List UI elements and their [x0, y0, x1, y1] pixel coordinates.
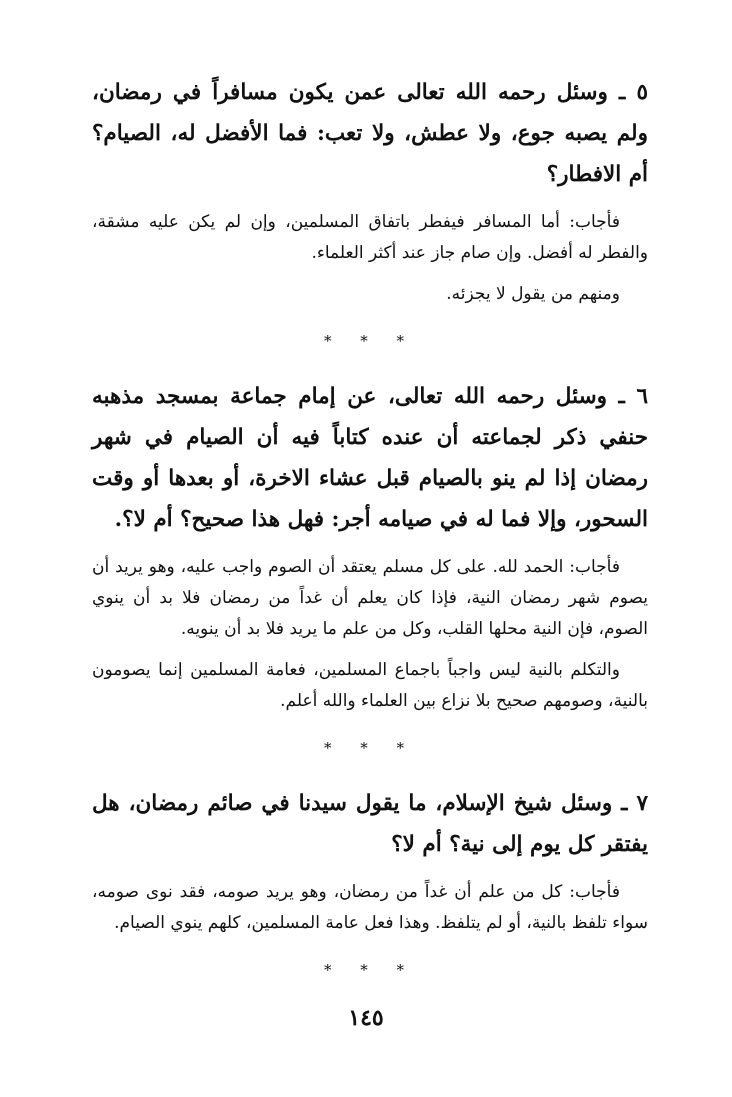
- section-separator-1: * * *: [323, 332, 417, 350]
- answer-6-paragraph-2: والتكلم بالنية ليس واجباً باجماع المسلمين، فعامة المسلمين إنما يصومون بالنية، وصومهم صحيح بلا نزاع بين العلماء والله أعلم.: [92, 660, 648, 711]
- section-separator-3: * * *: [323, 961, 417, 979]
- fatwa-7: [92, 783, 648, 939]
- question-6: ٦ ـ وسئل رحمه الله تعالى، عن إمام جماعة بمسجد مذهبه حنفي ذكر لجماعته أن عنده كتاباً فيه أن الصيام في شهر رمضان إذا لم ينو بالصيام قبل عشاء الاخرة، أو بعدها أو وقت السحور، وإلا فما له في صيامه أجر: فهل هذا صحيح؟ أم لا؟.: [92, 384, 648, 532]
- answer-5-paragraph-1: فأجاب: أما المسافر فيفطر باتفاق المسلمين، وإن لم يكن عليه مشقة، والفطر له أفضل. وإن صام جاز عند أكثر العلماء.: [92, 212, 648, 263]
- fatwa-5: [92, 72, 648, 310]
- section-separator-2: * * *: [323, 739, 417, 757]
- question-7: ٧ ـ وسئل شيخ الإسلام، ما يقول سيدنا في صائم رمضان، هل يفتقر كل يوم إلى نية؟ أم لا؟: [92, 791, 648, 857]
- page-number: ١٤٥: [348, 1005, 384, 1031]
- answer-6-paragraph-1: فأجاب: الحمد لله. على كل مسلم يعتقد أن الصوم واجب عليه، وهو يريد أن يصوم شهر رمضان النية، فإذا كان يعلم أن غداً من رمضان فلا بد أن ينوي الصوم، فإن النية محلها القلب، وكل من علم ما يريد فلا بد أن ينويه.: [92, 557, 648, 639]
- answer-7-paragraph-1: فأجاب: كل من علم أن غداً من رمضان، وهو يريد صومه، فقد نوى صومه، سواء تلفظ بالنية، أو لم يتلفظ. وهذا فعل عامة المسلمين، كلهم ينوي الصيام.: [92, 882, 648, 933]
- question-5: ٥ ـ وسئل رحمه الله تعالى عمن يكون مسافراً في رمضان، ولم يصبه جوع، ولا عطش، ولا تعب: فما الأفضل له، الصيام؟ أم الافطار؟: [92, 80, 648, 187]
- answer-5-paragraph-2: ومنهم من يقول لا يجزئه.: [446, 284, 620, 304]
- fatwa-6: [92, 376, 648, 717]
